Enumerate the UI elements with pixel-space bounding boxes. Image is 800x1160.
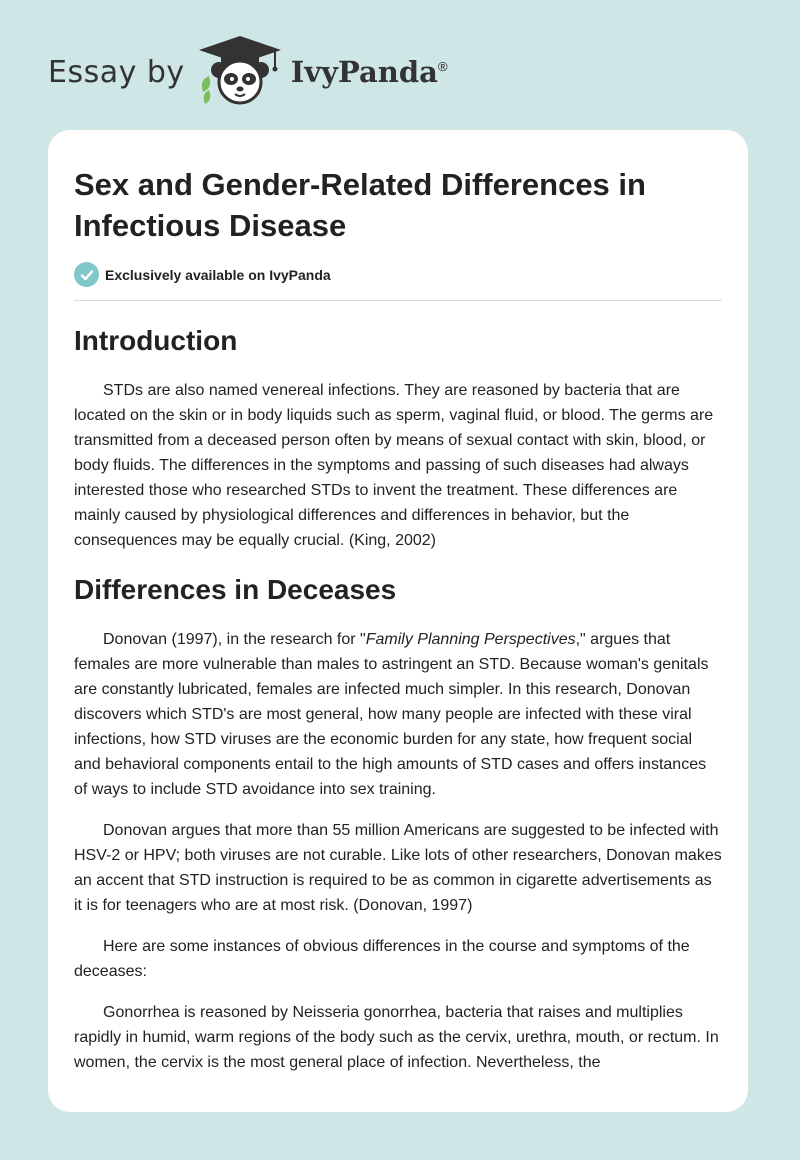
brand-header[interactable] [48, 36, 448, 108]
page-title: Sex and Gender-Related Differences in Infectious Disease [74, 167, 646, 243]
differences-paragraph-1 [74, 627, 722, 802]
section-heading-differences: Differences in Deceases [74, 574, 397, 605]
intro-paragraph: STDs are also named venereal infections. They are reasoned by bacteria that are located on the skin or in body liquids such as sperm, vaginal fluid, or blood. The germs are transmitted from a deceased person often by means of sexual contact with skin, blood, or body fluids. The differences in the symptoms and passing of such diseases had always interested those who researched STDs to invent the treatment. These differences are mainly caused by physiological differences and differences in behavior, but the consequences may be equally crucial. (King, 2002) [74, 382, 714, 549]
registered-mark: ® [437, 58, 448, 74]
differences-paragraph-3: Here are some instances of obvious differences in the course and symptoms of the deceases: [74, 938, 690, 980]
section-heading-introduction: Introduction [74, 325, 238, 356]
essay-card [48, 130, 748, 1112]
exclusive-badge [74, 262, 722, 301]
differences-paragraph-4: Gonorrhea is reasoned by Neisseria gonorrhea, bacteria that raises and multiplies rapidly in humid, warm regions of the body such as the cervix, urethra, mouth, or rectum. In women, the cervix is the most general place of infection. Nevertheless, the [74, 1004, 719, 1071]
panda-logo-icon [197, 34, 283, 111]
brand-prefix: Essay by [48, 54, 185, 90]
publication-title: Family Planning Perspectives [365, 631, 576, 648]
checkmark-icon [74, 262, 99, 287]
paragraph-text: ," argues that females are more vulnerable than males to astringent an STD. Because woman's genitals are constantly lubricated, females are infected much simpler. In this research, Donovan discovers which STD's are most general, how many people are infected with these viral infections, how STD viruses are the economic burden for any state, how frequent social and behavioral components entail to the high amounts of STD cases and offers instances of ways to include STD avoidance into sex training. [74, 631, 709, 798]
brand-name: IvyPanda [290, 55, 438, 89]
exclusive-label: Exclusively available on IvyPanda [105, 266, 331, 283]
paragraph-text: Donovan (1997), in the research for " [103, 631, 366, 648]
differences-paragraph-2: Donovan argues that more than 55 million Americans are suggested to be infected with HSV-2 or HPV; both viruses are not curable. Like lots of other researchers, Donovan makes an accent that STD instruction is required to be as common in cigarette advertisements as it is for teenagers who are at most risk. (Donovan, 1997) [74, 822, 722, 914]
